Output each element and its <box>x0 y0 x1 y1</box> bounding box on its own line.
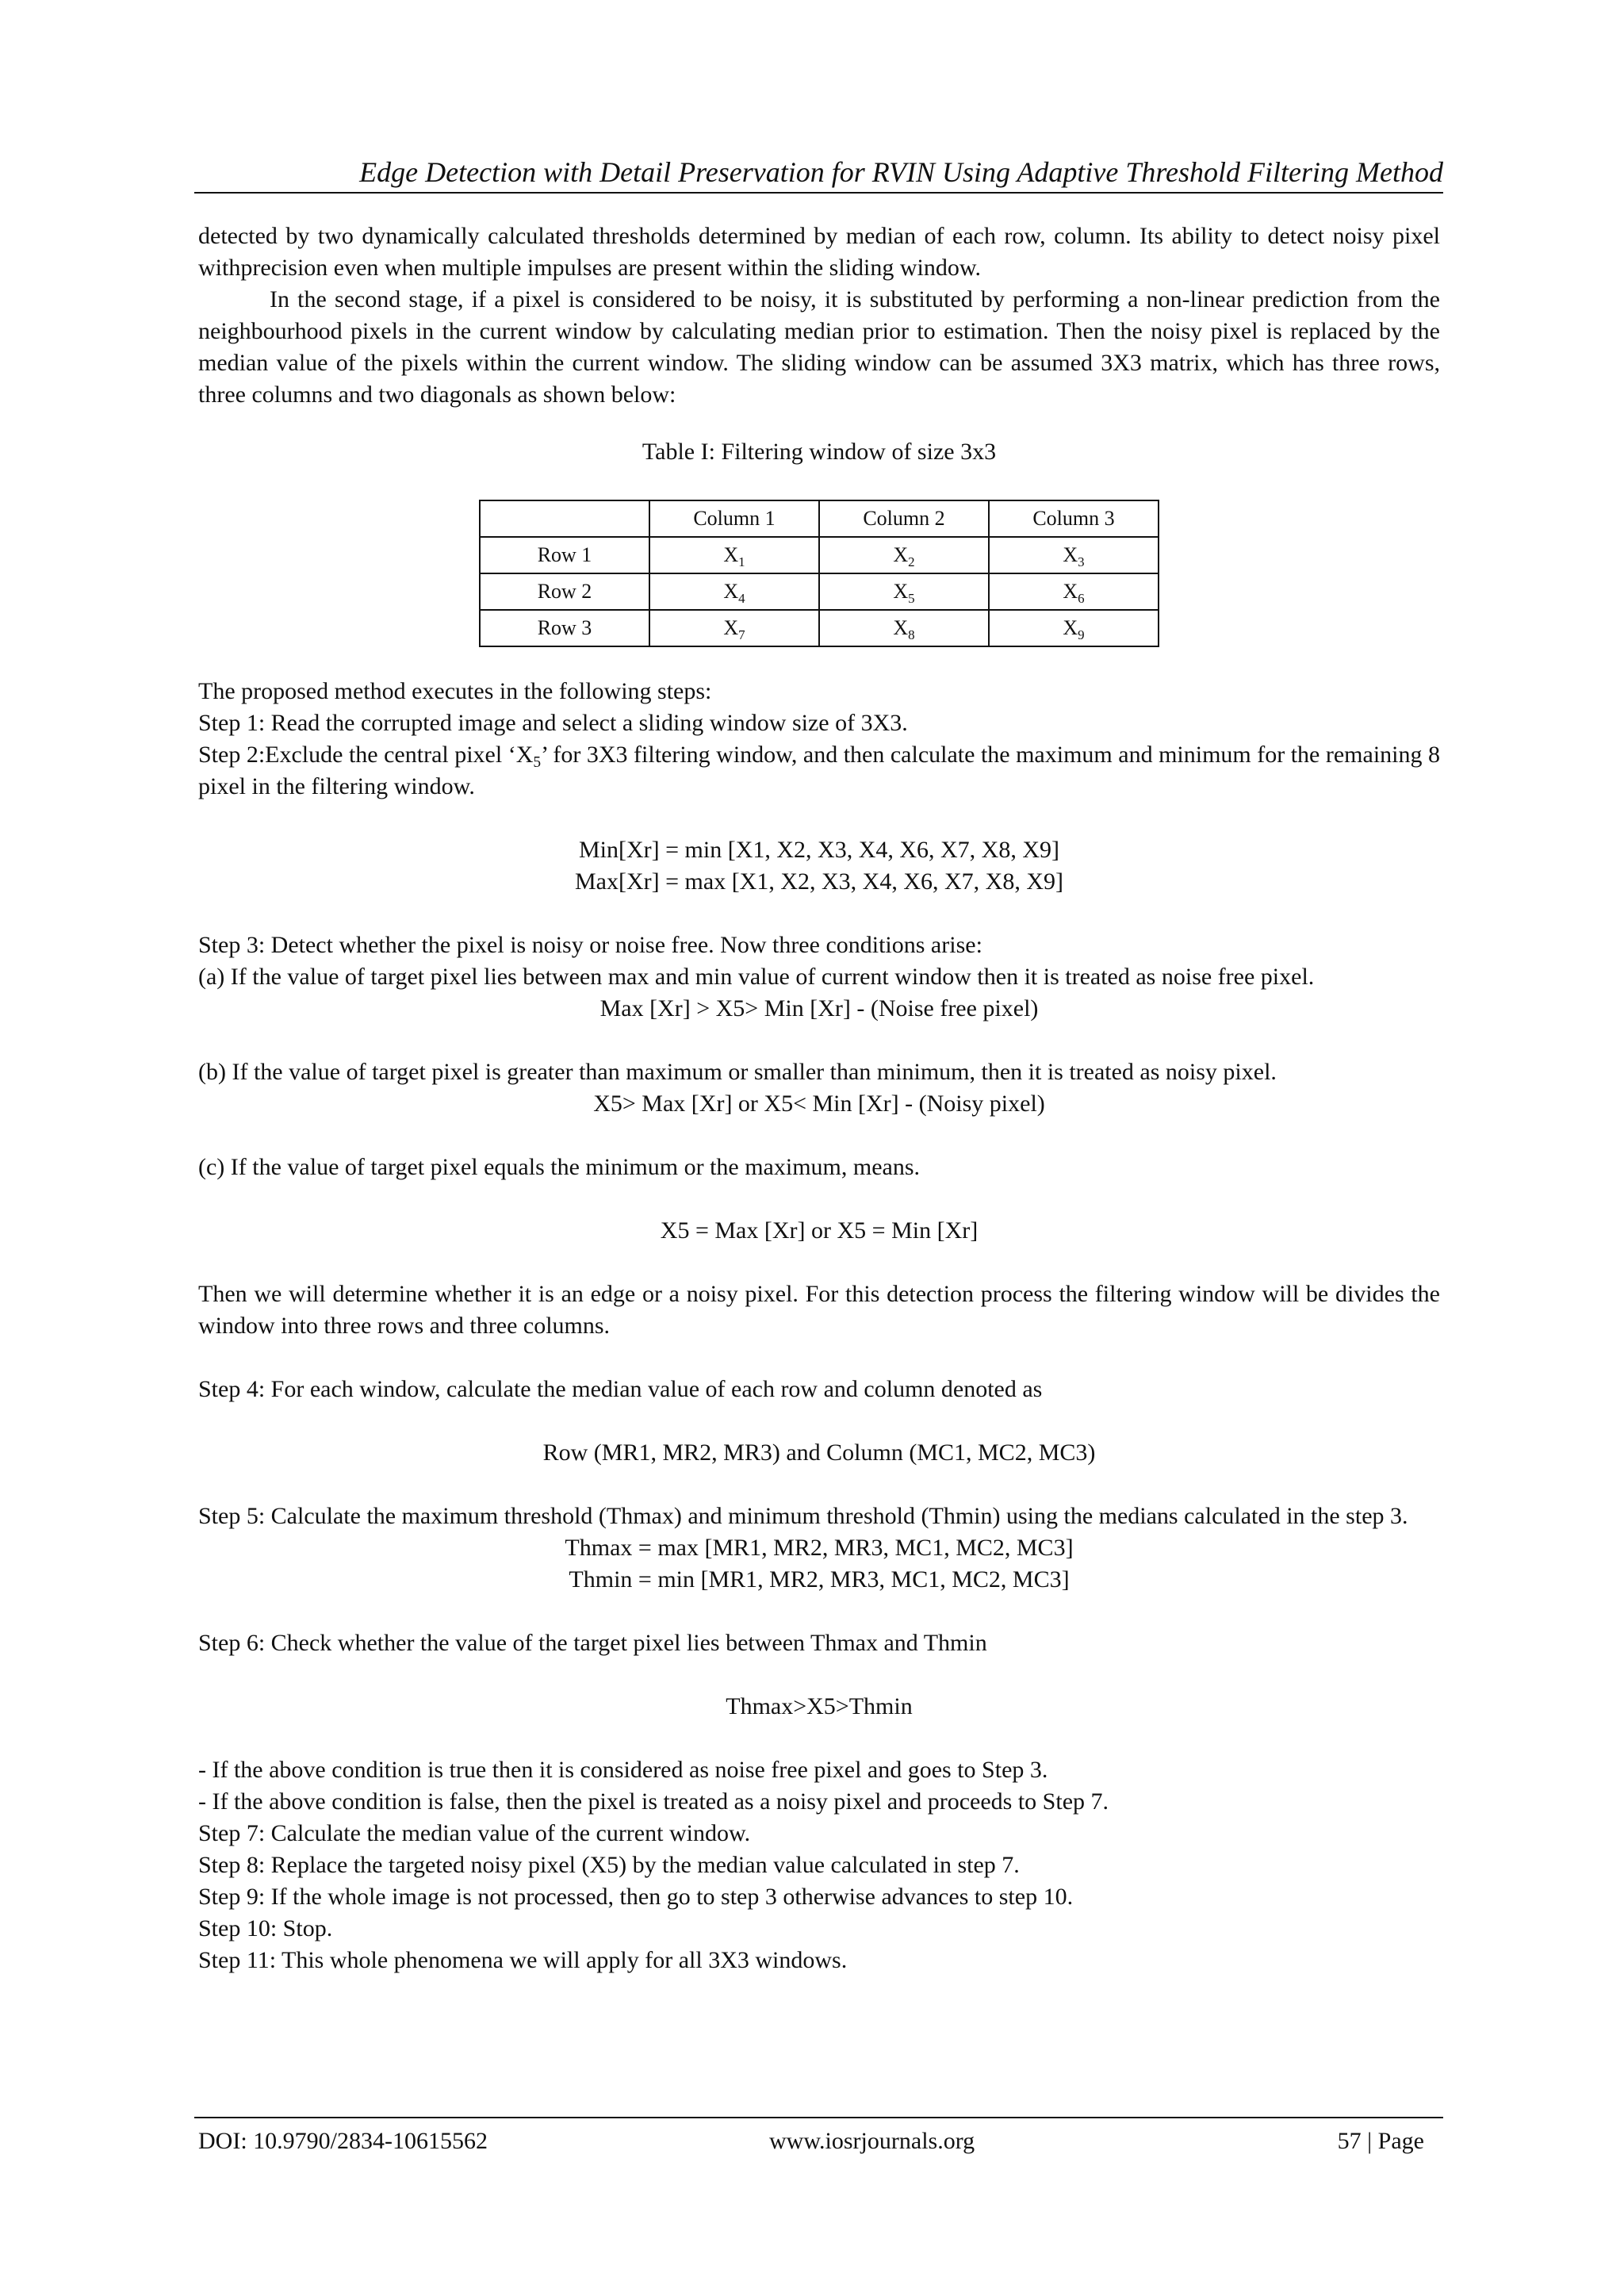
equation-equals: X5 = Max [Xr] or X5 = Min [Xr] <box>660 1217 979 1244</box>
table-cell: $X_2$ <box>819 537 989 573</box>
table-cell: $X_1$ <box>649 537 819 573</box>
condition-a: (a) If the value of target pixel lies between max and min value of current window then it is treated as noise free pixel. <box>198 964 1315 990</box>
table-cell: $X_6$ <box>989 573 1159 610</box>
edge-detection-text: Then we will determine whether it is an edge or a noisy pixel. For this detection process the filtering window will be divides the window into three rows and three columns. <box>198 1281 1440 1339</box>
table-cell: $X_9$ <box>989 610 1159 646</box>
table-cell: $X_8$ <box>819 610 989 646</box>
equation-noisy: X5> Max [Xr] or X5< Min [Xr] - (Noisy pixel) <box>593 1091 1045 1117</box>
paragraph-2: In the second stage, if a pixel is considered to be noisy, it is substituted by performing a non-linear prediction from the neighbourhood pixels in the current window by calculating median prior to estimation. Then the noisy pixel is replaced by the median value of the pixels within the current window. The sliding window can be assumed 3X3 matrix, which has three rows, three columns and two diagonals as shown below: <box>198 286 1440 408</box>
equation-thmax: Thmax = max [MR1, MR2, MR3, MC1, MC2, MC3] <box>565 1535 1074 1561</box>
filtering-window-table <box>479 500 1159 647</box>
footer <box>198 2123 1440 2160</box>
step-2: Step 2:Exclude the central pixel ‘$X_5$’ for 3X3 filtering window, and then calculate the maximum and minimum for the remaining 8 pixel in the filtering window. <box>198 742 1440 799</box>
table-cell: $X_5$ <box>819 573 989 610</box>
table-row <box>480 610 1159 646</box>
main-content <box>198 220 1440 1976</box>
step-7: Step 7: Calculate the median value of the current window. <box>198 1820 751 1846</box>
table-row <box>480 537 1159 573</box>
row-header: Row 2 <box>480 573 649 610</box>
condition-false-text: - If the above condition is false, then the pixel is treated as a noisy pixel and proceeds to Step 7. <box>198 1788 1109 1815</box>
step-10: Step 10: Stop. <box>198 1915 333 1941</box>
equation-threshold-check: Thmax>X5>Thmin <box>726 1693 913 1719</box>
equation-min: Min[Xr] = min [X1, X2, X3, X4, X6, X7, X8, X9] <box>578 837 1060 863</box>
header-rule <box>194 192 1443 194</box>
step-8: Step 8: Replace the targeted noisy pixel (X5) by the median value calculated in step 7. <box>198 1852 1020 1878</box>
footer-doi: DOI: 10.9790/2834-10615562 <box>198 2128 488 2154</box>
table-row <box>480 573 1159 610</box>
step-6: Step 6: Check whether the value of the target pixel lies between Thmax and Thmin <box>198 1630 987 1656</box>
table-corner-cell <box>480 500 649 537</box>
equation-thmin: Thmin = min [MR1, MR2, MR3, MC1, MC2, MC3] <box>569 1566 1070 1593</box>
footer-url: www.iosrjournals.org <box>769 2128 975 2154</box>
table-header-row <box>480 500 1159 537</box>
step-1: Step 1: Read the corrupted image and select a sliding window size of 3X3. <box>198 710 908 736</box>
steps-intro: The proposed method executes in the following steps: <box>198 678 712 704</box>
condition-true-text: - If the above condition is true then it is considered as noise free pixel and goes to Step 3. <box>198 1757 1048 1783</box>
step-3: Step 3: Detect whether the pixel is noisy or noise free. Now three conditions arise: <box>198 932 982 958</box>
equation-max: Max[Xr] = max [X1, X2, X3, X4, X6, X7, X8, X9] <box>575 868 1063 895</box>
running-header: Edge Detection with Detail Preservation for RVIN Using Adaptive Threshold Filtering Method <box>359 156 1443 188</box>
step-4: Step 4: For each window, calculate the median value of each row and column denoted as <box>198 1376 1043 1402</box>
step-11: Step 11: This whole phenomena we will apply for all 3X3 windows. <box>198 1947 848 1973</box>
column-header: Column 1 <box>649 500 819 537</box>
page-number: 57 | Page <box>1337 2128 1424 2154</box>
paragraph-1: detected by two dynamically calculated thresholds determined by median of each row, column. Its ability to detect noisy pixel withprecision even when multiple impulses are present within the sliding window. <box>198 223 1440 281</box>
column-header: Column 3 <box>989 500 1159 537</box>
row-header: Row 1 <box>480 537 649 573</box>
table-caption: Table I: Filtering window of size 3x3 <box>642 439 997 465</box>
row-header: Row 3 <box>480 610 649 646</box>
condition-b: (b) If the value of target pixel is greater than maximum or smaller than minimum, then it is treated as noisy pixel. <box>198 1059 1277 1085</box>
table-cell: $X_7$ <box>649 610 819 646</box>
step-5: Step 5: Calculate the maximum threshold (Thmax) and minimum threshold (Thmin) using the medians calculated in the step 3. <box>198 1503 1408 1529</box>
equation-noise-free: Max [Xr] > X5> Min [Xr] - (Noise free pixel) <box>599 995 1039 1022</box>
condition-c: (c) If the value of target pixel equals the minimum or the maximum, means. <box>198 1154 921 1180</box>
equation-row-column: Row (MR1, MR2, MR3) and Column (MC1, MC2, MC3) <box>542 1439 1096 1466</box>
step-9: Step 9: If the whole image is not processed, then go to step 3 otherwise advances to step 10. <box>198 1884 1074 1910</box>
table-cell: $X_4$ <box>649 573 819 610</box>
footer-rule <box>194 2117 1443 2118</box>
column-header: Column 2 <box>819 500 989 537</box>
table-cell: $X_3$ <box>989 537 1159 573</box>
